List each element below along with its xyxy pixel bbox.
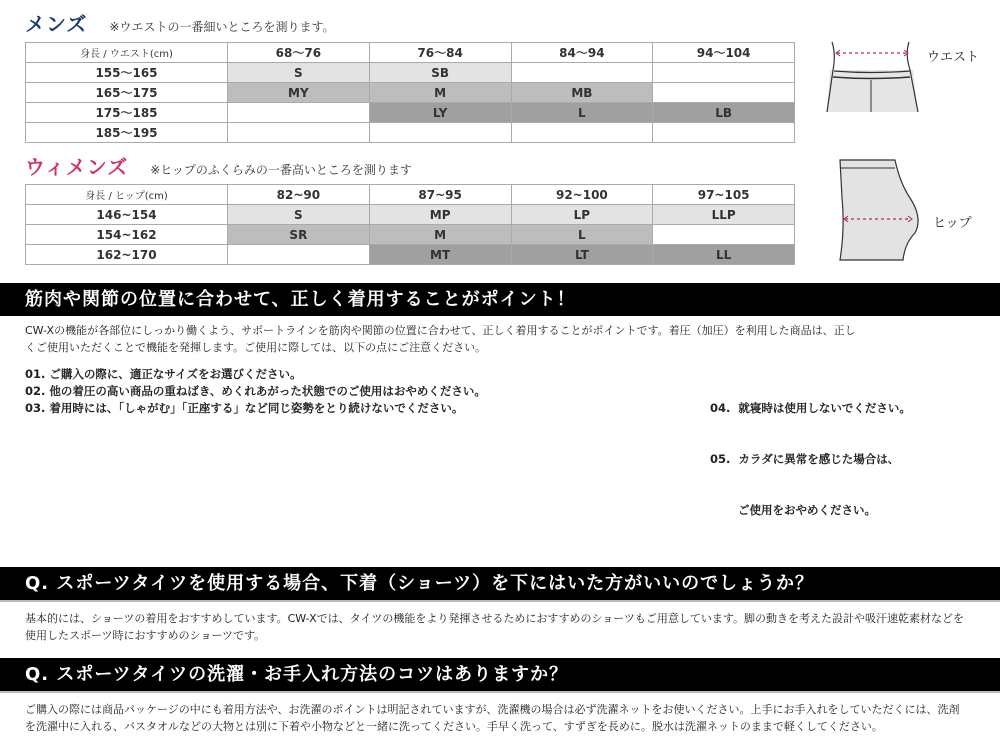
size-cell xyxy=(511,123,653,143)
column-header: 82~90 xyxy=(228,185,370,205)
size-cell xyxy=(653,63,795,83)
caution-item: 05. カラダに異常を感じた場合は、 xyxy=(710,452,900,466)
size-cell: LLP xyxy=(653,205,795,225)
size-cell xyxy=(228,103,370,123)
size-cell: LP xyxy=(511,205,653,225)
size-cell: SR xyxy=(228,225,370,245)
size-cell: MB xyxy=(511,83,653,103)
size-cell: L xyxy=(511,225,653,245)
caution-item: 04. 就寝時は使用しないでください。 xyxy=(710,401,911,415)
size-cell: L xyxy=(511,103,653,123)
height-cell: 165〜175 xyxy=(26,83,228,103)
mens-size-table xyxy=(25,42,795,143)
table-row xyxy=(26,245,795,265)
mens-title: メンズ xyxy=(25,12,88,36)
height-cell: 154~162 xyxy=(26,225,228,245)
size-cell: M xyxy=(369,83,511,103)
height-cell: 155〜165 xyxy=(26,63,228,83)
size-cell: LL xyxy=(653,245,795,265)
caution-item: 02. 他の着圧の高い商品の重ねばき、めくれあがった状態でのご使用はおやめください。 xyxy=(25,384,486,398)
column-header: 92~100 xyxy=(511,185,653,205)
column-header: 87~95 xyxy=(369,185,511,205)
womens-note: ※ヒップのふくらみの一番高いところを測ります xyxy=(150,163,412,177)
faq-answer xyxy=(25,701,980,735)
table-row xyxy=(26,103,795,123)
hip-label: ヒップ xyxy=(933,216,972,231)
caution-list-left xyxy=(25,366,680,553)
height-cell: 185〜195 xyxy=(26,123,228,143)
faq-answer-line: 使用したスポーツ時におすすめのショーツです。 xyxy=(25,629,266,642)
table-row xyxy=(26,123,795,143)
womens-title-row xyxy=(25,151,412,180)
size-cell: MY xyxy=(228,83,370,103)
size-cell: LY xyxy=(369,103,511,123)
size-cell: S xyxy=(228,205,370,225)
column-header: 94〜104 xyxy=(653,43,795,63)
size-cell xyxy=(511,63,653,83)
point-body-line: くご使用いただくことで機能を発揮します。ご使用に際しては、以下の点にご注意ください。 xyxy=(25,341,487,354)
height-cell: 146~154 xyxy=(26,205,228,225)
size-cell xyxy=(228,123,370,143)
size-cell xyxy=(653,83,795,103)
size-cell xyxy=(653,225,795,245)
caution-item: 03. 着用時には、「しゃがむ」「正座する」など同じ姿勢をとり続けないでください。 xyxy=(25,401,464,415)
mens-note: ※ウエストの一番細いところを測ります。 xyxy=(109,20,335,34)
column-header: 68〜76 xyxy=(228,43,370,63)
size-cell xyxy=(653,123,795,143)
info-sections xyxy=(0,283,1000,745)
mens-title-row xyxy=(25,8,335,37)
point-body-line: CW-Xの機能が各部位にしっかり働くよう、サポートラインを筋肉や関節の位置に合わせて、正しく着用することがポイントです。着圧（加圧）を利用した商品は、正し xyxy=(25,324,856,337)
size-cell xyxy=(228,245,370,265)
size-cell: SB xyxy=(369,63,511,83)
size-cell: LT xyxy=(511,245,653,265)
caution-item: ご使用をおやめください。 xyxy=(710,503,877,517)
womens-size-table xyxy=(25,184,795,265)
size-cell xyxy=(369,123,511,143)
faq-question: Q. スポーツタイツの洗濯・お手入れ方法のコツはありますか？ xyxy=(0,658,1000,693)
height-cell: 162~170 xyxy=(26,245,228,265)
womens-title: ウィメンズ xyxy=(25,155,129,179)
caution-list-right xyxy=(710,366,980,553)
size-cell: S xyxy=(228,63,370,83)
waist-label: ウエスト xyxy=(927,50,980,65)
size-cell: MP xyxy=(369,205,511,225)
table-header-row xyxy=(26,185,795,205)
point-body xyxy=(25,322,980,356)
height-cell: 175〜185 xyxy=(26,103,228,123)
faq-answer-line: 基本的には、ショーツの着用をおすすめしています。CW-Xでは、タイツの機能をより発揮させるためにおすすめのショーツもご用意しています。脚の動きを考えた設計や吸汗速乾素材などを xyxy=(25,612,964,625)
table-row xyxy=(26,225,795,245)
size-cell: LB xyxy=(653,103,795,123)
table-row xyxy=(26,63,795,83)
faq-answer-line: を洗濯中に入れる、バスタオルなどの大物とは別に下着や小物などと一緒に洗ってください。手早く洗って、すずぎを長めに。脱水は洗濯ネットのままで軽くしてください。 xyxy=(25,720,883,733)
faq-answer-line: ご購入の際には商品パッケージの中にも着用方法や、お洗濯のポイントは明記されていますが、洗濯機の場合は必ず洗濯ネットをお使いください。上手にお手入れをしていただくには、洗剤 xyxy=(25,703,960,716)
caution-item: 01. ご購入の際に、適正なサイズをお選びください。 xyxy=(25,367,302,381)
faq-question: Q. スポーツタイツを使用する場合、下着（ショーツ）を下にはいた方がいいのでしょうか？ xyxy=(0,567,1000,602)
column-header: 84〜94 xyxy=(511,43,653,63)
table-row xyxy=(26,205,795,225)
faq-answer xyxy=(25,610,980,644)
point-heading: 筋肉や関節の位置に合わせて、正しく着用することがポイント！ xyxy=(0,283,1000,316)
column-header: 身長 / ヒップ(cm) xyxy=(26,185,228,205)
hip-illustration xyxy=(835,158,925,262)
size-cell: M xyxy=(369,225,511,245)
column-header: 76〜84 xyxy=(369,43,511,63)
column-header: 97~105 xyxy=(653,185,795,205)
table-header-row xyxy=(26,43,795,63)
caution-lists xyxy=(25,366,980,553)
waist-illustration xyxy=(825,40,925,115)
size-cell: MT xyxy=(369,245,511,265)
table-row xyxy=(26,83,795,103)
column-header: 身長 / ウエスト(cm) xyxy=(26,43,228,63)
